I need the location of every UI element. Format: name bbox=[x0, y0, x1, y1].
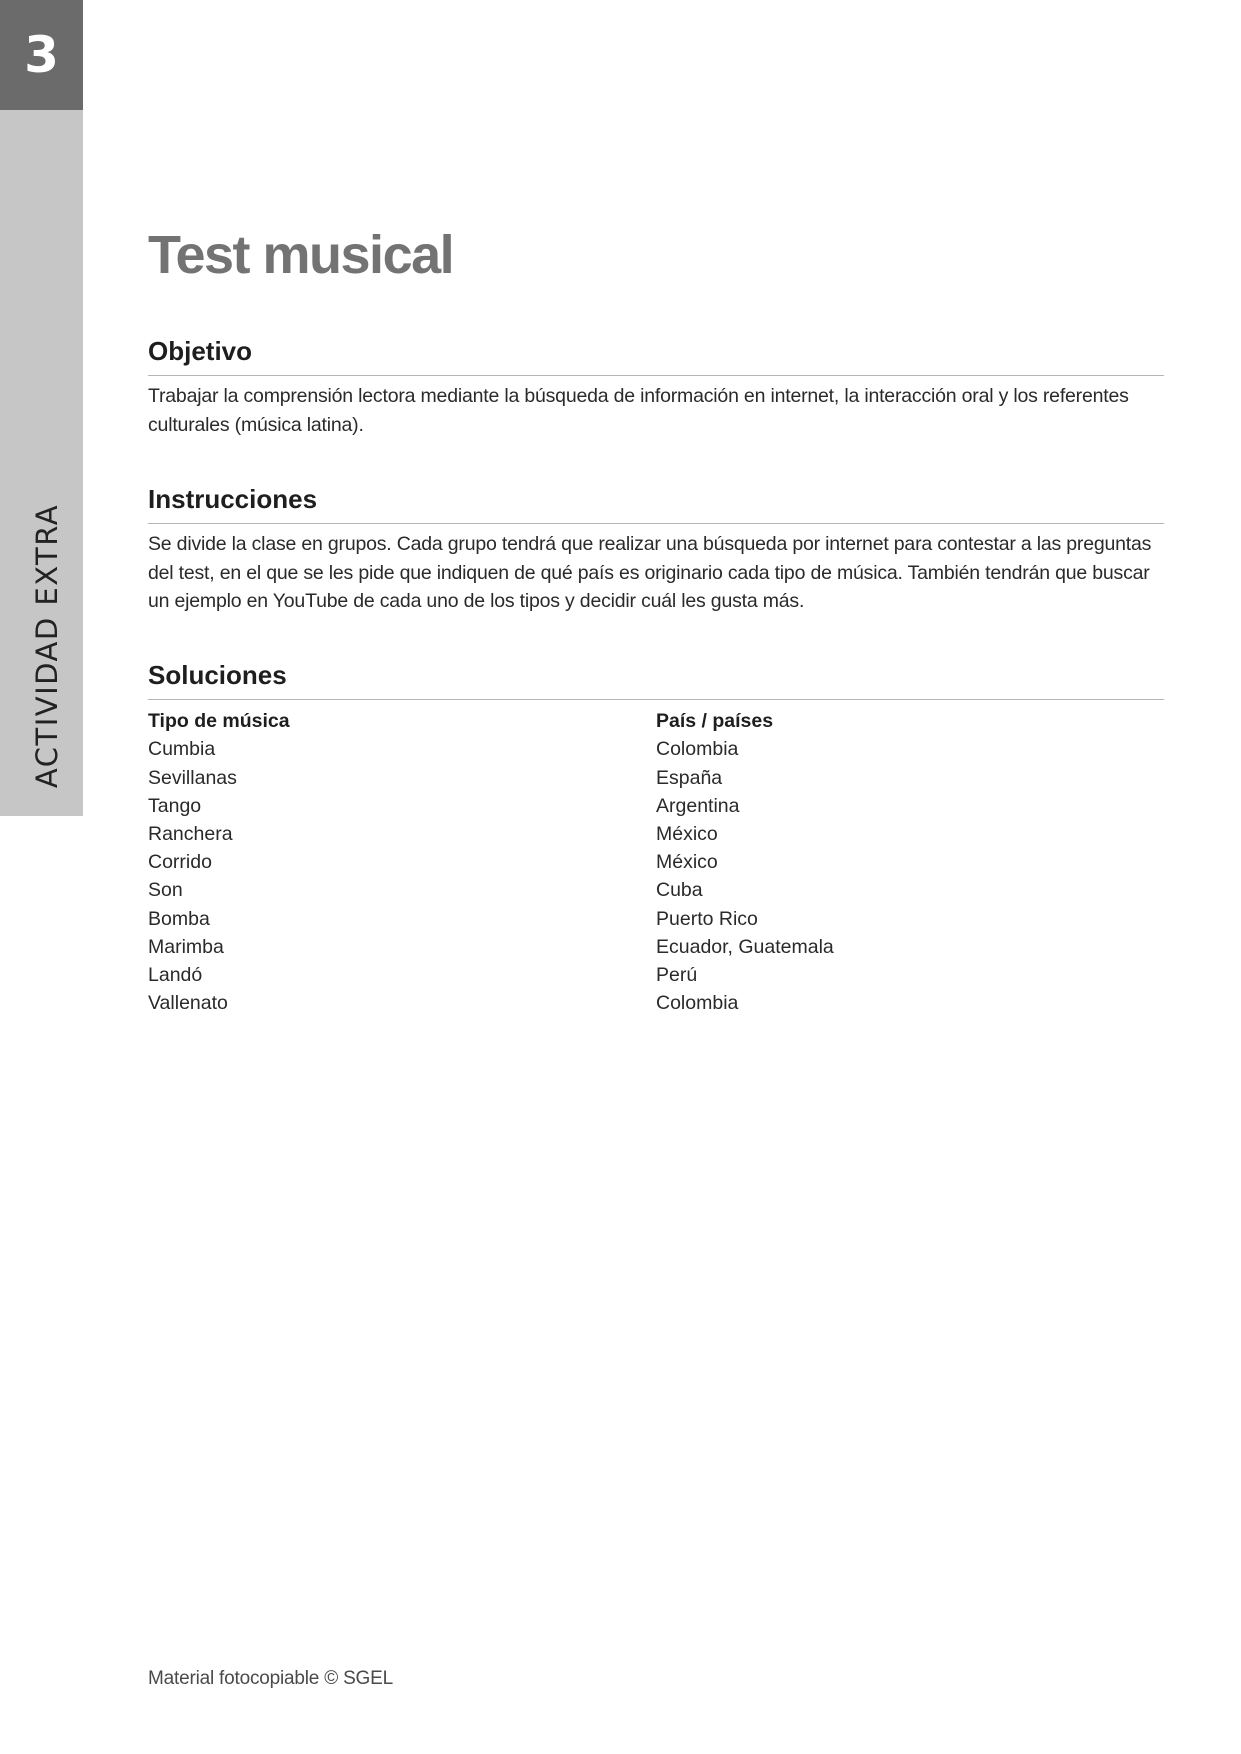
section-instrucciones bbox=[148, 484, 1164, 616]
unit-number: 3 bbox=[24, 26, 59, 84]
pais-cell: Colombia bbox=[656, 992, 739, 1015]
tipo-cell: Corrido bbox=[148, 851, 212, 874]
tipo-cell: Vallenato bbox=[148, 992, 228, 1015]
unit-number-box bbox=[0, 0, 83, 110]
pais-cell: Ecuador, Guatemala bbox=[656, 935, 834, 958]
tipo-cell: Ranchera bbox=[148, 823, 233, 845]
pais-cell: México bbox=[656, 851, 718, 874]
tipo-cell: Bomba bbox=[148, 907, 210, 930]
soluciones-heading: Soluciones bbox=[148, 660, 1164, 700]
side-label: ACTIVIDAD EXTRA bbox=[30, 503, 64, 789]
soluciones-table bbox=[148, 707, 1164, 1017]
tipo-cell: Tango bbox=[148, 794, 202, 817]
pais-cell: Puerto Rico bbox=[656, 907, 758, 930]
tipo-column-header: Tipo de música bbox=[148, 710, 290, 733]
pais-cell: Cuba bbox=[656, 879, 703, 902]
pais-cell: Argentina bbox=[656, 794, 740, 817]
tipo-cell: Marimba bbox=[148, 935, 224, 958]
objetivo-text: Trabajar la comprensión lectora mediante la búsqueda de información en internet, la interacción oral y los referentes culturales (música latina). bbox=[148, 385, 1129, 436]
page-title: Test musical bbox=[148, 225, 454, 285]
tipo-cell: Landó bbox=[148, 964, 203, 987]
tipo-cell: Sevillanas bbox=[148, 766, 237, 789]
instrucciones-text: Se divide la clase en grupos. Cada grupo tendrá que realizar una búsqueda por internet para contestar a las preguntas del test, en el que se les pide que indiquen de qué país es originario cada tipo de música. También tendrán que buscar un ejemplo en YouTube de cada uno de los tipos y decidir cuál les gusta más. bbox=[148, 533, 1152, 613]
tipo-cell: Son bbox=[148, 879, 183, 902]
pais-cell: México bbox=[656, 823, 718, 845]
tipo-cell: Cumbia bbox=[148, 738, 216, 761]
pais-cell: Colombia bbox=[656, 738, 739, 761]
pais-column-header: País / países bbox=[656, 710, 774, 733]
side-tab bbox=[0, 0, 83, 816]
section-soluciones bbox=[148, 660, 1164, 1017]
pais-cell: España bbox=[656, 766, 723, 789]
tipo-column bbox=[148, 707, 656, 1017]
footer-copyright: Material fotocopiable © SGEL bbox=[148, 1668, 393, 1689]
pais-cell: Perú bbox=[656, 964, 698, 987]
section-objetivo bbox=[148, 336, 1164, 439]
instrucciones-heading: Instrucciones bbox=[148, 484, 1164, 524]
objetivo-heading: Objetivo bbox=[148, 336, 1164, 376]
pais-column bbox=[656, 707, 1164, 1017]
